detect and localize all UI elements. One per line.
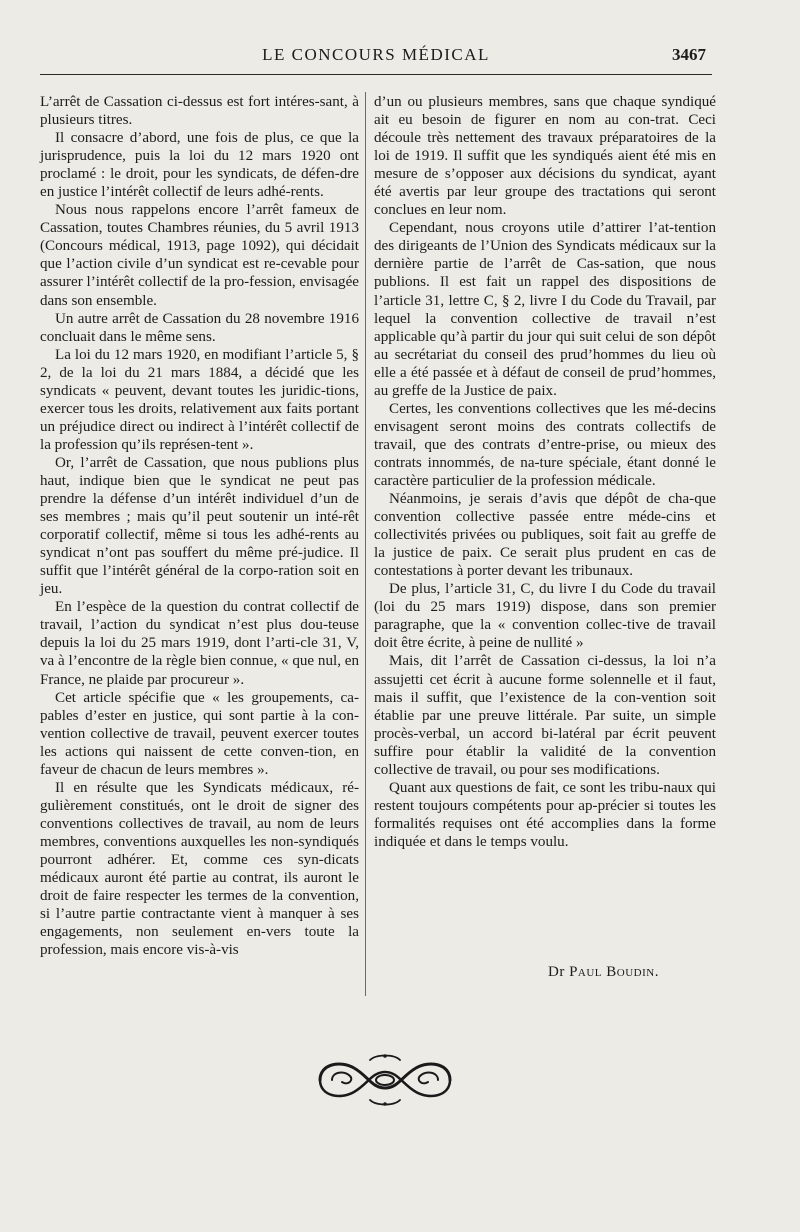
header-rule: [40, 74, 712, 75]
paragraph: Il en résulte que les Syndicats médicaux, ré-gulièrement constitués, ont le droit de signer des conventions collectives de travail, au nom de leurs membres, conventions auxquelles les non-syndiqués pourront adhérer. Et, comme ces syn-dicats médicaux auront été partie au contrat, ils auront le droit de faire respecter les termes de la convention, si l’autre partie contractante vient à manquer à ses engagements, non seulement en-vers toute la profession, mais encore vis-à-vis: [40, 779, 359, 959]
column-divider: [365, 92, 366, 996]
paragraph: Néanmoins, je serais d’avis que dépôt de cha-que convention collective passée entre méde-cins et collectivités privées ou publiques, soit fait au greffe de la justice de paix. Ce serait plus prudent en cas de contestations à porter devant les tribunaux.: [374, 491, 716, 580]
paragraph: La loi du 12 mars 1920, en modifiant l’article 5, § 2, de la loi du 21 mars 1884, a décidé que les syndicats « peuvent, devant toutes les juridic-tions, exercer tous les droits, relativement aux faits portant un préjudice direct ou indirect à l’intérêt collectif de la profession qu’ils représen-tent ».: [40, 346, 359, 453]
paragraph: Cet article spécifie que « les groupements, ca-pables d’ester en justice, qui sont partie à la con-vention collective de travail, peuvent exercer toutes les actions qui naissent de cette conven-tion, en faveur de chacun de leurs membres ».: [40, 689, 359, 778]
paragraph: Certes, les conventions collectives que les mé-decins envisagent seront moins des contrats collectifs de travail, que des contrats d’entre-prise, ou mieux des contrats innommés, de na-ture spéciale, étant donné le caractère particulier de la profession médicale.: [374, 400, 716, 489]
paragraph: L’arrêt de Cassation ci-dessus est fort intéres-sant, à plusieurs titres.: [40, 94, 359, 129]
running-head: [40, 45, 712, 69]
paragraph: Mais, dit l’arrêt de Cassation ci-dessus, la loi n’a assujetti cet écrit à aucune forme solennelle et il faut, mais il suffit, que l’existence de la con-vention soit établie par une preuve littérale. Par suite, un simple procès-verbal, un accord bi-latéral par écrit peuvent suffire pour établir la validité de la convention collective de travail, ou pour ses modifications.: [374, 653, 716, 778]
paragraph: De plus, l’article 31, C, du livre I du Code du travail (loi du 25 mars 1919) dispose, dans son premier paragraphe, que la « convention collec-tive de travail doit être écrite, à peine de nullité »: [374, 581, 716, 652]
signature-name: Paul Boudin.: [569, 964, 659, 980]
right-column: [374, 93, 716, 851]
paragraph: Or, l’arrêt de Cassation, que nous publions plus haut, indique bien que le syndicat ne peut pas prendre la défense d’un intérêt individuel d’un de ses membres ; mais qu’il peut soutenir un inté-rêt corporatif collectif, même si tous les adhé-rents au syndicat n’ont pas souffert du même pré-judice. Il suffit que l’intérêt général de la corpo-ration soit en jeu.: [40, 454, 359, 598]
paragraph: Un autre arrêt de Cassation du 28 novembre 1916 concluait dans le même sens.: [40, 310, 359, 345]
paragraph: Quant aux questions de fait, ce sont les tribu-naux qui restent toujours compétents pour ap-précier si toutes les formalités requises ont été accomplies dans la forme indiquée et dans le temps voulu.: [374, 779, 716, 850]
signature-title: Dr: [548, 964, 565, 980]
author-signature: [548, 964, 659, 981]
paragraph: En l’espèce de la question du contrat collectif de travail, l’action du syndicat n’est plus dou-teuse depuis la loi du 25 mars 1919, dont l’arti-cle 31, V, va à l’encontre de la règle bien connue, « que nul, en France, ne plaide par procureur ».: [40, 599, 359, 688]
paragraph: Il consacre d’abord, une fois de plus, ce que la jurisprudence, puis la loi du 12 mars 1920 ont proclamé : le droit, pour les syndicats, de défen-dre en justice l’intérêt collectif de leurs adhé-rents.: [40, 130, 359, 201]
page-number: 3467: [672, 45, 706, 64]
journal-title: LE CONCOURS MÉDICAL: [262, 45, 490, 64]
scroll-flourish-ornament-icon: [310, 1052, 460, 1108]
paragraph: Nous nous rappelons encore l’arrêt fameux de Cassation, toutes Chambres réunies, du 5 avril 1913 (Concours médical, 1913, page 1092), qui décidait que l’action civile d’un syndicat est re-cevable pour assurer l’intérêt collectif de la pro-fession, envisagée dans son ensemble.: [40, 202, 359, 309]
left-column: [40, 93, 359, 959]
paragraph: d’un ou plusieurs membres, sans que chaque syndiqué ait eu besoin de figurer en nom au con-trat. Ceci découle très nettement des travaux préparatoires de la loi de 1919. Il suffit que les syndiqués aient été mis en mesure de s’opposer aux décisions du syndicat, ayant été avertis par leur groupe des tractations qui seront conclues en leur nom.: [374, 94, 716, 219]
paragraph: Cependant, nous croyons utile d’attirer l’at-tention des dirigeants de l’Union des Syndicats médicaux sur la dernière partie de l’arrêt de Cas-sation, que nous publions. Il est fait un rappel des dispositions de l’article 31, lettre C, § 2, livre I du Code du Travail, par lequel la convention collective de travail n’est applicable qu’à partir du jour qui suit celui de son dépôt au secrétariat du conseil des prud’hommes du lieu où elle a été passée et à défaut de conseil de prud’hommes, au greffe de la Justice de paix.: [374, 220, 716, 399]
